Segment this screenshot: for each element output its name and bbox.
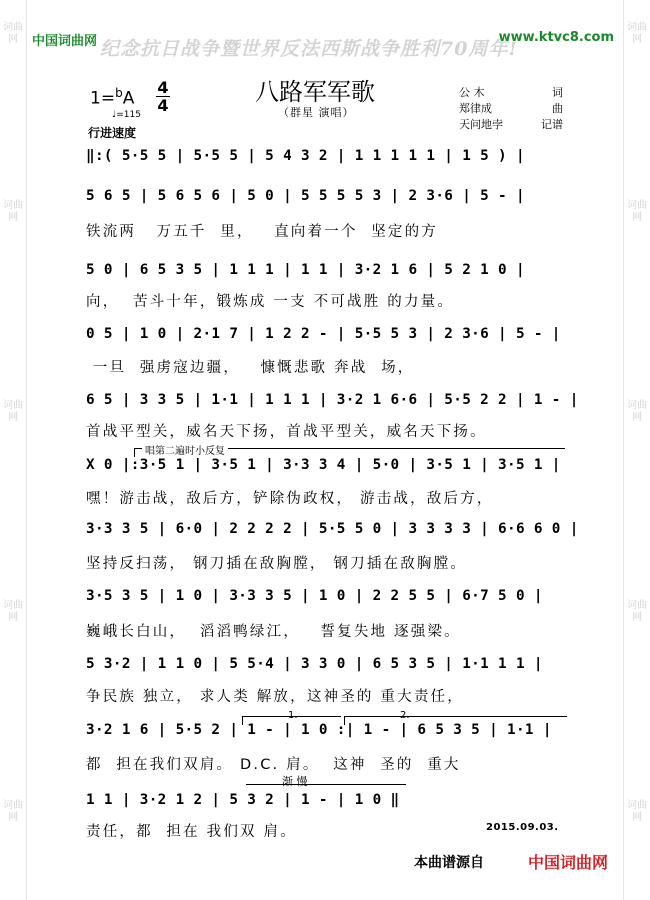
- lyrics-line-3: 向， 苦斗十年，锻炼成 一支 不可战胜 的力量。: [86, 294, 455, 310]
- volta-2-bracket: [344, 716, 567, 725]
- credit-role: 词: [552, 86, 563, 99]
- edge-watermark: 词曲网: [3, 200, 23, 223]
- meter-bottom: 4: [157, 96, 169, 115]
- lyrics-line-8: 巍峨长白山， 滔滔鸭绿江， 誓复失地 逐强梁。: [86, 624, 461, 640]
- edge-watermark: 词曲网: [627, 22, 647, 45]
- site-name-link[interactable]: 中国词曲网: [32, 34, 98, 49]
- transcription-date: 2015.09.03.: [486, 822, 559, 833]
- repeat-note: 唱第二遍时小反复: [142, 442, 228, 457]
- edge-watermark: 词曲网: [3, 800, 23, 823]
- edge-watermark: 词曲网: [627, 400, 647, 423]
- notation-line-4: 0 5 | 1 0 | 2·1 7 | 1 2 2 - | 5·5 5 3 | 2 3·6 | 5 - |: [86, 326, 561, 342]
- time-signature: [156, 80, 170, 113]
- slowing-mark: 渐 慢: [282, 775, 308, 788]
- notation-line-1: ‖:( 5·5 5 | 5·5 5 | 5 4 3 2 | 1 1 1 1 1 | 1 5 ) |: [86, 148, 525, 164]
- notation-line-2: 5 6 5 | 5 6 5 6 | 5 0 | 5 5 5 5 3 | 2 3·6 | 5 - |: [86, 188, 525, 204]
- key-prefix: 1=: [90, 88, 116, 109]
- edge-watermark: 词曲网: [627, 200, 647, 223]
- key-note: A: [122, 88, 135, 109]
- notation-line-6: X 0 |:3·5 1 | 3·5 1 | 3·3 3 4 | 5·0 | 3·5 1 | 3·5 1 |: [86, 457, 561, 473]
- key-signature: [90, 86, 134, 109]
- edge-watermark: 词曲网: [627, 600, 647, 623]
- speed-label: 行进速度: [88, 126, 137, 140]
- lyrics-line-4: 一旦 强虏寇边疆， 慷慨悲歌 奔战 场，: [86, 360, 415, 376]
- slowing-line: [246, 778, 406, 785]
- singer-label: （群星 演唱）: [278, 106, 355, 119]
- volta-1-label: 1.: [288, 710, 298, 721]
- credit-role: 记谱: [541, 118, 563, 131]
- notation-line-9: 5 3·2 | 1 1 0 | 5 5·4 | 3 3 0 | 6 5 3 5 | 1·1 1 1 |: [86, 656, 543, 672]
- notation-line-7: 3·3 3 5 | 6·0 | 2 2 2 2 | 5·5 5 0 | 3 3 3 3 | 6·6 6 0 |: [86, 521, 579, 537]
- volta-2-label: 2.: [400, 710, 410, 721]
- flat-sign: b: [115, 86, 123, 100]
- credit-name: 郑律成: [459, 102, 492, 115]
- lyrics-line-7: 坚持反扫荡， 钢刀插在敌胸膛， 钢刀插在敌胸膛。: [86, 556, 468, 572]
- lyrics-line-9: 争民族 独立， 求人类 解放，这神圣的 重大责任，: [86, 689, 464, 705]
- credit-transcriber: [459, 117, 563, 133]
- credit-role: 曲: [552, 102, 563, 115]
- source-site-link[interactable]: 中国词曲网: [528, 853, 609, 872]
- tempo-mark: ♩=115: [112, 110, 141, 120]
- lyrics-line-10: 都 担在我们双肩。 D.C. 肩。 这神 圣的 重大: [86, 757, 461, 773]
- notation-line-8: 3·5 3 5 | 1 0 | 3·3 3 5 | 1 0 | 2 2 5 5 | 6·7 5 0 |: [86, 588, 543, 604]
- credit-composer: [459, 101, 563, 117]
- site-url-link[interactable]: www.ktvc8.com: [498, 30, 614, 45]
- credits: [459, 85, 563, 133]
- lyrics-line-5: 首战平型关，威名天下扬，首战平型关，威名天下扬。: [86, 424, 487, 440]
- credit-name: 公 木: [459, 86, 485, 99]
- left-watermark-strip: [0, 0, 27, 900]
- notation-line-10: 3·2 1 6 | 5·5 2 | 1 - | 1 0 :| 1 - | 6 5 3 5 | 1·1 |: [86, 722, 552, 738]
- lyrics-line-6: 嘿！游击战，敌后方，铲除伪政权， 游击战，敌后方，: [86, 491, 494, 507]
- commemoration-banner: 纪念抗日战争暨世界反法西斯战争胜利70周年!: [100, 38, 518, 60]
- credit-name: 天问地孛: [459, 118, 503, 131]
- notation-line-3: 5 0 | 6 5 3 5 | 1 1 1 | 1 1 | 3·2 1 6 | 5 2 1 0 |: [86, 262, 525, 278]
- edge-watermark: 词曲网: [3, 600, 23, 623]
- edge-watermark: 词曲网: [627, 800, 647, 823]
- right-watermark-strip: [623, 0, 650, 900]
- lyrics-line-11: 责任，都 担在 我们双 肩。: [86, 824, 297, 840]
- source-label: 本曲谱源自: [414, 855, 484, 871]
- notation-line-11: 1 1 | 3·2 1 2 | 5 3 2 | 1 - | 1 0 ‖: [86, 792, 400, 808]
- edge-watermark: 词曲网: [3, 22, 23, 45]
- meter-top: 4: [157, 78, 169, 97]
- song-title: 八路军军歌: [255, 78, 375, 106]
- edge-watermark: 词曲网: [3, 400, 23, 423]
- notation-line-5: 6 5 | 3 3 5 | 1·1 | 1 1 1 | 3·2 1 6·6 | 5·5 2 2 | 1 - |: [86, 392, 579, 408]
- lyrics-line-2: 铁流两 万五千 里， 直向着一个 坚定的方: [86, 224, 438, 240]
- credit-lyricist: [459, 85, 563, 101]
